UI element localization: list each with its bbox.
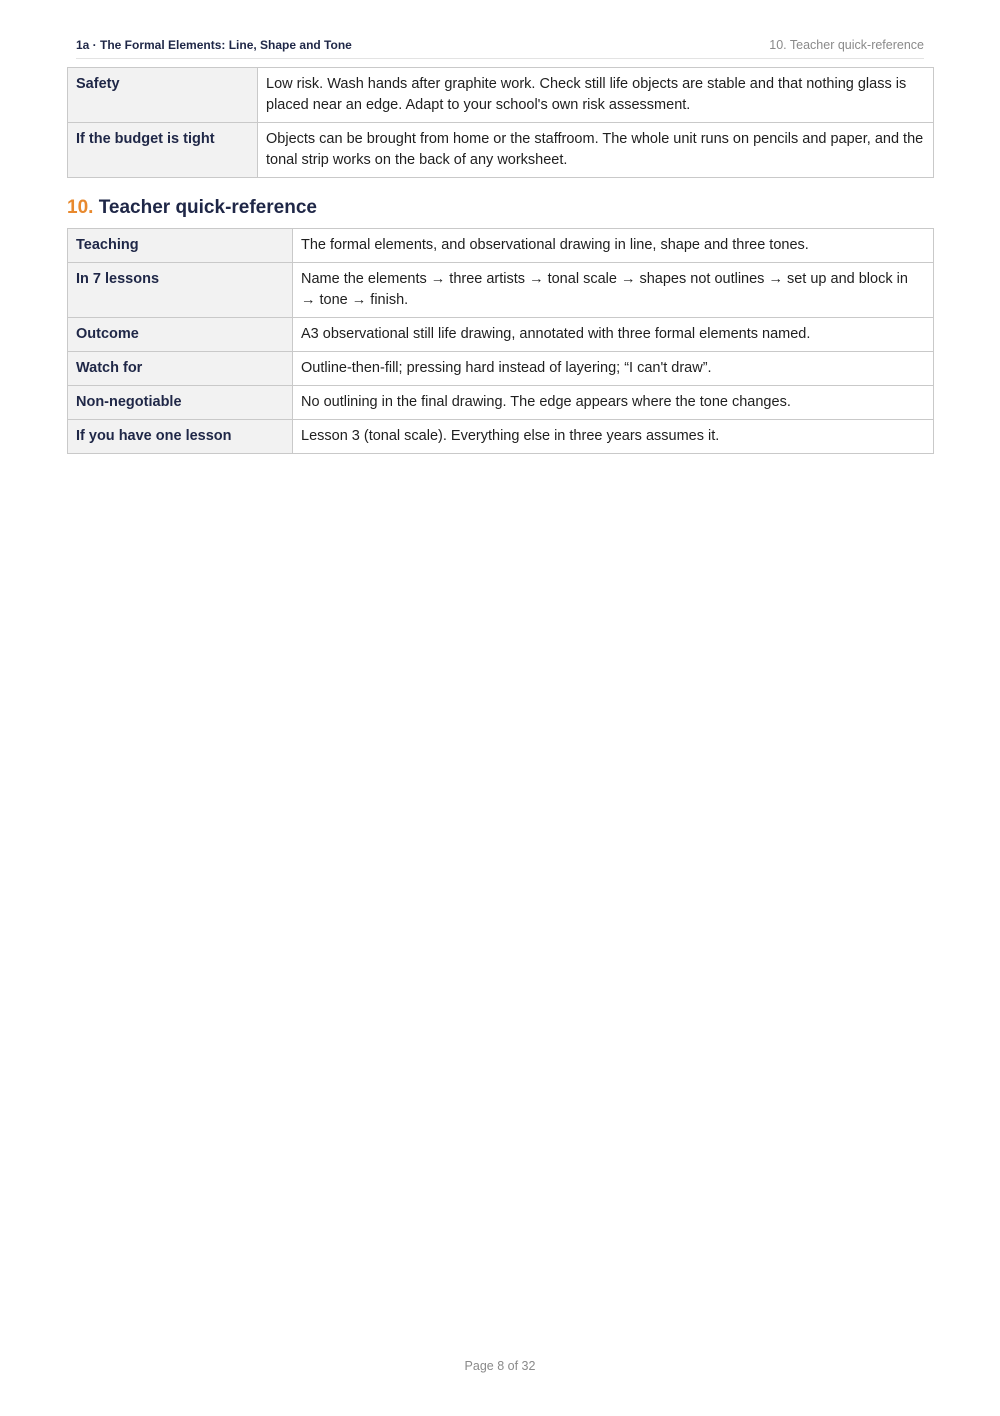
row-label-outcome: Outcome: [68, 318, 293, 352]
page-number: Page 8 of 32: [464, 1359, 536, 1373]
table-row: [68, 318, 934, 352]
row-label-safety: Safety: [68, 68, 258, 123]
row-label-one-lesson: If you have one lesson: [68, 420, 293, 454]
row-value-teaching: The formal elements, and observational drawing in line, shape and three tones.: [293, 229, 934, 263]
unit-title: 1a · The Formal Elements: Line, Shape and Tone: [76, 38, 352, 52]
table-row: [68, 263, 934, 318]
table-row: [68, 386, 934, 420]
row-value-watch-for: Outline-then-fill; pressing hard instead of layering; “I can't draw”.: [293, 352, 934, 386]
row-value-safety: Low risk. Wash hands after graphite work. Check still life objects are stable and that nothing glass is placed near an edge. Adapt to your school's own risk assessment.: [258, 68, 934, 123]
row-label-non-negotiable: Non-negotiable: [68, 386, 293, 420]
table-row: [68, 123, 934, 178]
row-value-budget: Objects can be brought from home or the staffroom. The whole unit runs on pencils and paper, and the tonal strip works on the back of any worksheet.: [258, 123, 934, 178]
teacher-quick-reference-table: [67, 228, 934, 454]
running-header: [76, 38, 924, 59]
table-row: [68, 68, 934, 123]
table-row: [68, 229, 934, 263]
row-value-outcome: A3 observational still life drawing, annotated with three formal elements named.: [293, 318, 934, 352]
current-section-title: 10. Teacher quick-reference: [769, 38, 924, 52]
row-label-watch-for: Watch for: [68, 352, 293, 386]
section-number: 10.: [67, 197, 94, 218]
row-label-lessons: In 7 lessons: [68, 263, 293, 318]
section-title: Teacher quick-reference: [98, 197, 317, 218]
row-value-one-lesson: Lesson 3 (tonal scale). Everything else in three years assumes it.: [293, 420, 934, 454]
row-value-non-negotiable: No outlining in the final drawing. The edge appears where the tone changes.: [293, 386, 934, 420]
section-heading: [67, 196, 317, 220]
row-label-budget: If the budget is tight: [68, 123, 258, 178]
continued-info-table: [67, 67, 934, 178]
row-value-lessons: Name the elements → three artists → tonal scale → shapes not outlines → set up and block in → tone → finish.: [293, 263, 934, 318]
row-label-teaching: Teaching: [68, 229, 293, 263]
table-row: [68, 420, 934, 454]
table-row: [68, 352, 934, 386]
